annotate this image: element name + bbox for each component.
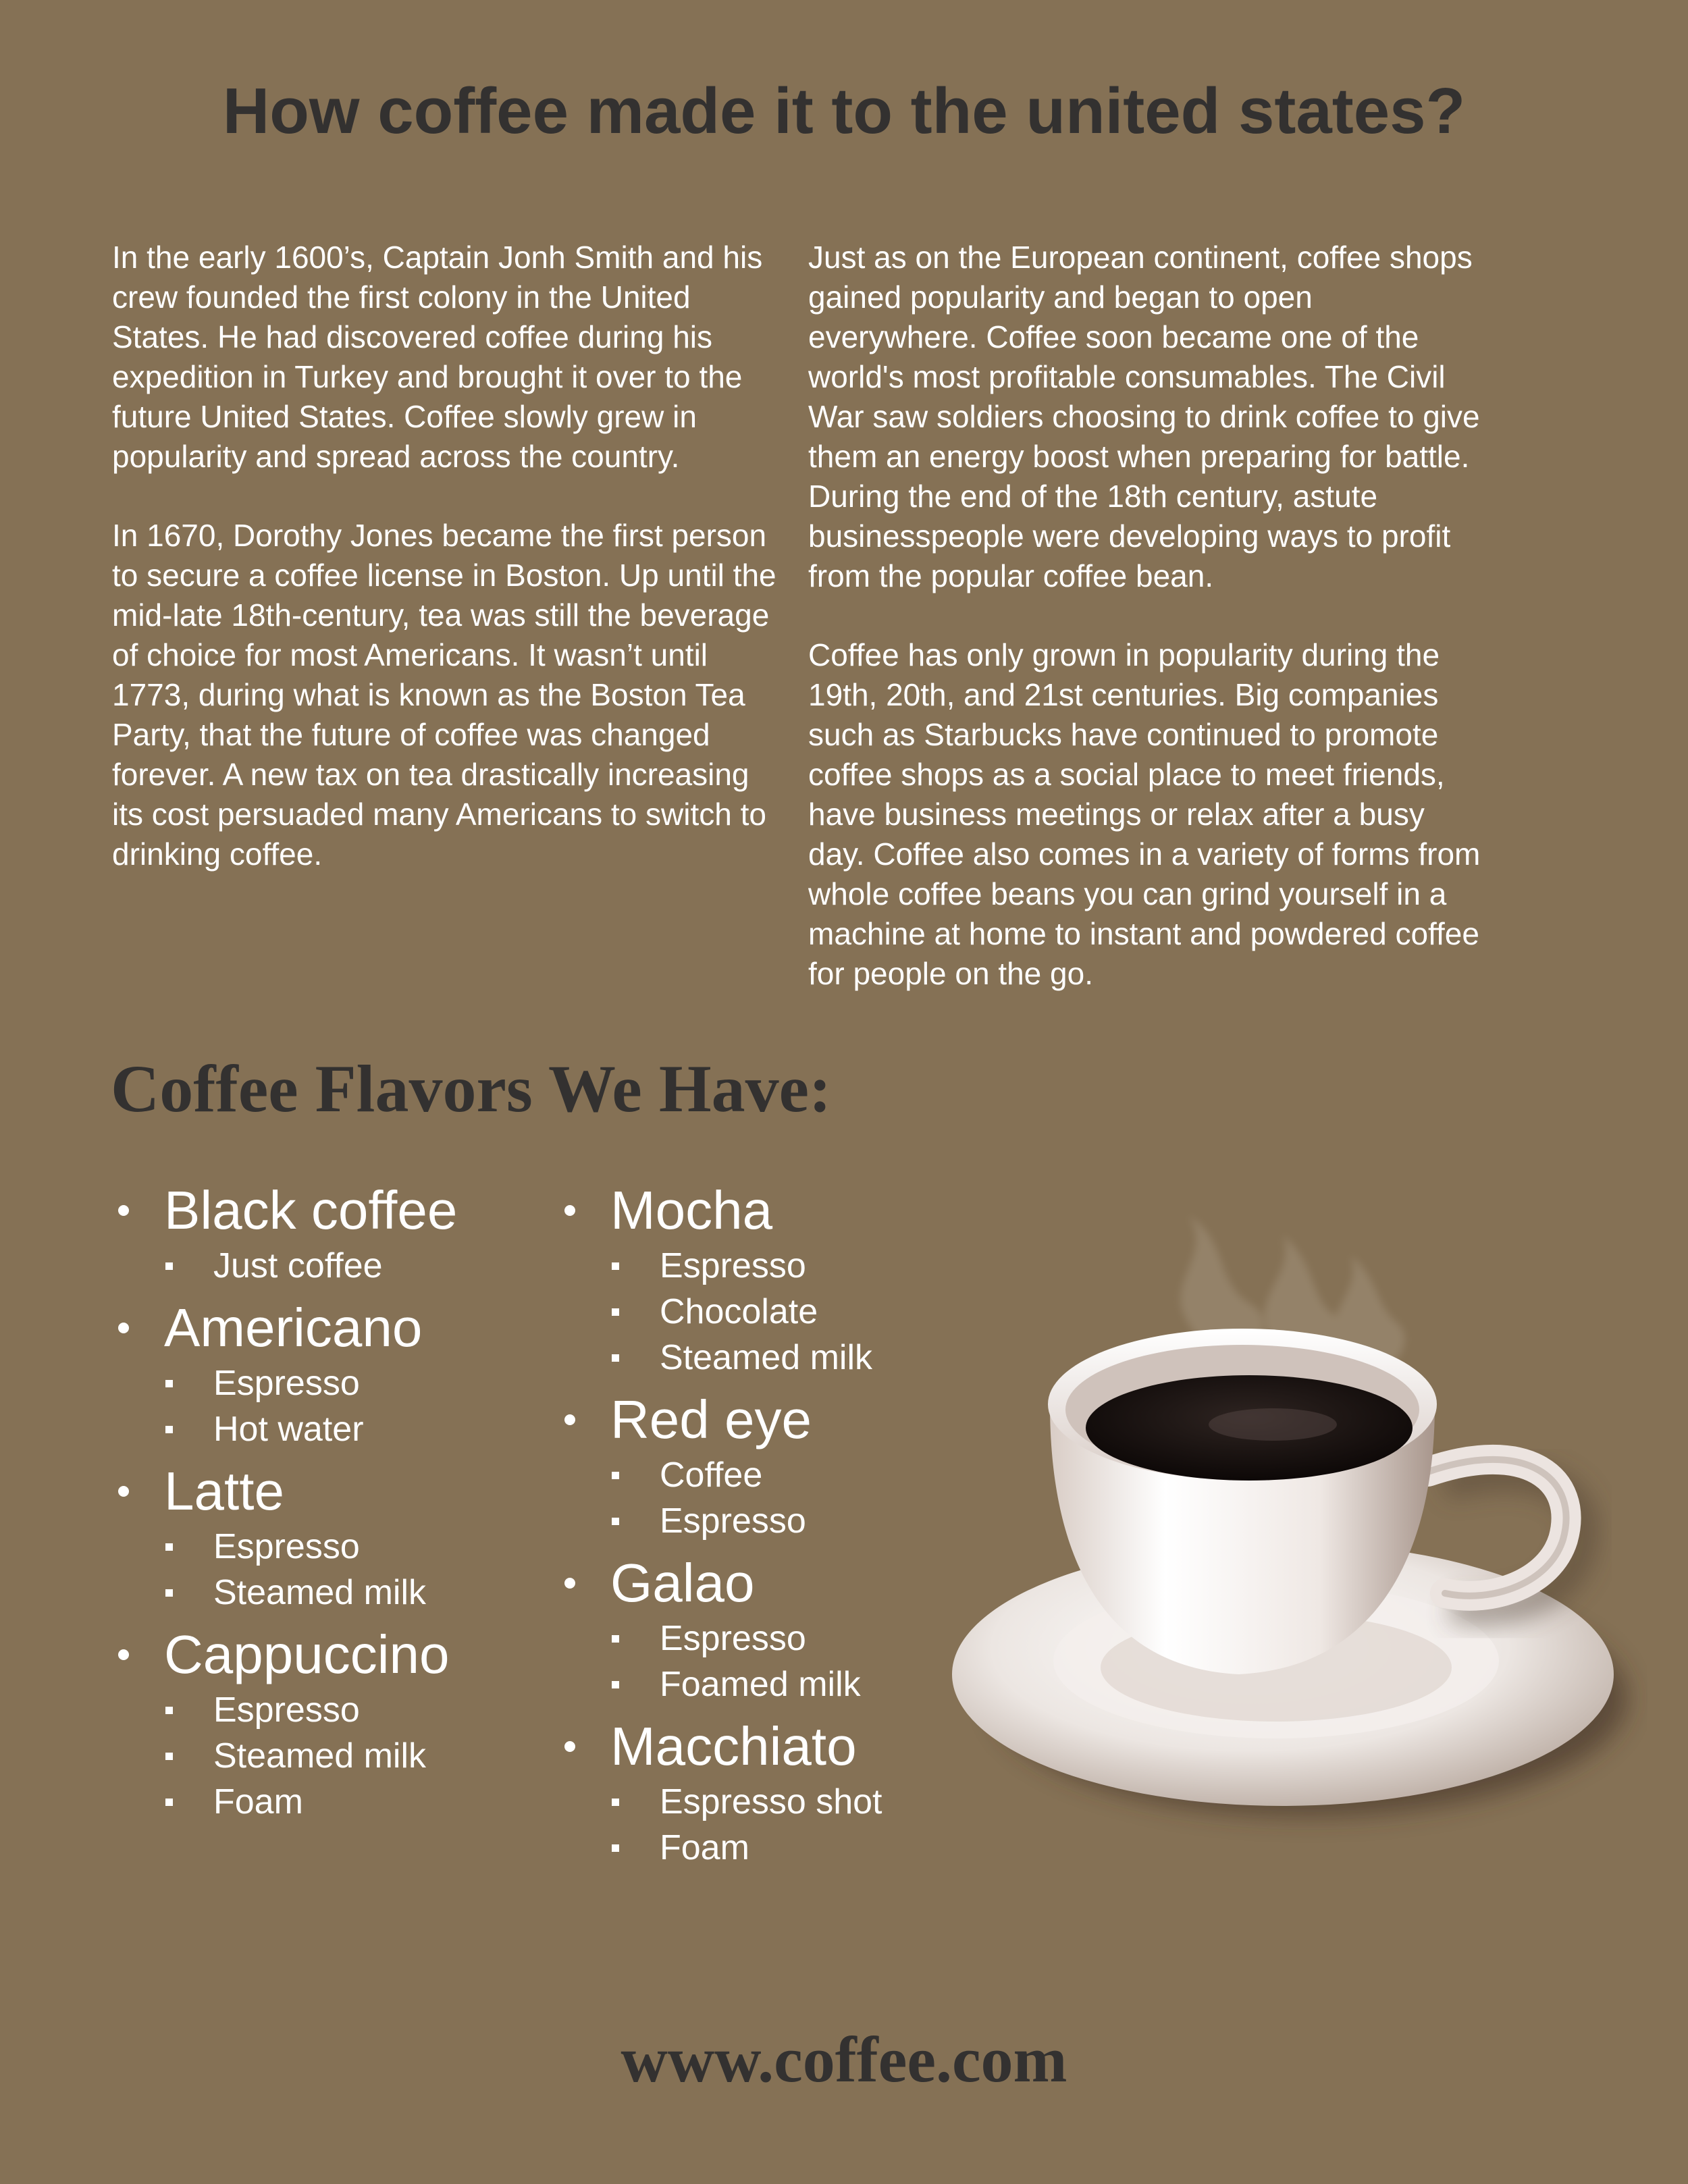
ingredient-text: Chocolate bbox=[660, 1292, 818, 1331]
ingredient-text: Coffee bbox=[660, 1456, 763, 1495]
ingredient-list bbox=[111, 1524, 457, 1616]
flavor-name bbox=[558, 1551, 882, 1616]
bullet-dot-icon bbox=[564, 1414, 575, 1425]
ingredient-list bbox=[111, 1243, 457, 1289]
ingredient-text: Espresso bbox=[213, 1527, 360, 1566]
coffee-cup-icon bbox=[932, 1202, 1647, 1877]
flavor-name-text: Americano bbox=[164, 1298, 423, 1358]
flavor-item bbox=[558, 1178, 882, 1381]
ingredient-text: Espresso bbox=[660, 1619, 806, 1658]
ingredient-text: Foam bbox=[660, 1828, 749, 1867]
bullet-dot-icon bbox=[118, 1205, 129, 1216]
ingredient-list bbox=[558, 1779, 882, 1871]
ingredient-text: Foam bbox=[213, 1782, 303, 1821]
bullet-square-icon bbox=[612, 1844, 619, 1852]
bullet-square-icon bbox=[612, 1262, 619, 1270]
flavor-item bbox=[111, 1459, 457, 1616]
article-paragraph: In 1670, Dorothy Jones became the first person to secure a coffee license in Boston. Up until the mid-late 18th-century, tea was still the beverage of choice for most Americans. It wasn’t until 1773, during what is known as the Boston Tea Party, that the future of coffee was changed forever. A new tax on tea drastically increasing its cost persuaded many Americans to switch to drinking coffee. bbox=[112, 518, 776, 872]
bullet-dot-icon bbox=[118, 1486, 129, 1497]
article-paragraph: Coffee has only grown in popularity during the 19th, 20th, and 21st centuries. Big companies such as Starbucks have continued to promote coffee shops as a social place to meet friends, have business meetings or relax after a busy day. Coffee also comes in a variety of forms from whole coffee beans you can grind yourself in a machine at home to instant and powdered coffee for people on the go. bbox=[808, 637, 1481, 991]
page-title: How coffee made it to the united states? bbox=[222, 75, 1466, 147]
flavor-name-text: Macchiato bbox=[610, 1716, 857, 1776]
bullet-square-icon bbox=[165, 1543, 173, 1551]
bullet-square-icon bbox=[165, 1380, 173, 1387]
bullet-square-icon bbox=[612, 1518, 619, 1525]
article-left-column bbox=[112, 238, 787, 913]
flavor-name-text: Mocha bbox=[610, 1180, 773, 1240]
ingredient-list bbox=[558, 1616, 882, 1707]
flavor-name bbox=[558, 1387, 882, 1452]
flavor-name bbox=[111, 1459, 457, 1524]
flavor-item bbox=[558, 1551, 882, 1707]
flavor-name-text: Red eye bbox=[610, 1389, 812, 1449]
ingredient-text: Foamed milk bbox=[660, 1665, 861, 1704]
bullet-square-icon bbox=[165, 1753, 173, 1760]
flavor-name-text: Black coffee bbox=[164, 1180, 458, 1240]
bullet-square-icon bbox=[612, 1354, 619, 1362]
article-paragraph: In the early 1600’s, Captain Jonh Smith and his crew founded the first colony in the United States. He had discovered coffee during his expedition in Turkey and brought it over to the future United States. Coffee slowly grew in popularity and spread across the country. bbox=[112, 240, 763, 474]
bullet-square-icon bbox=[165, 1426, 173, 1433]
ingredient-item bbox=[558, 1243, 882, 1289]
flavor-item bbox=[111, 1178, 457, 1289]
bullet-square-icon bbox=[165, 1707, 173, 1714]
ingredient-text: Steamed milk bbox=[213, 1573, 426, 1612]
flavor-name bbox=[111, 1178, 457, 1243]
bullet-square-icon bbox=[165, 1589, 173, 1597]
bullet-dot-icon bbox=[564, 1205, 575, 1216]
bullet-square-icon bbox=[165, 1799, 173, 1806]
bullet-dot-icon bbox=[118, 1323, 129, 1333]
ingredient-item bbox=[111, 1360, 457, 1406]
flavor-name-text: Galao bbox=[610, 1553, 755, 1613]
flavors-heading: Coffee Flavors We Have: bbox=[111, 1051, 832, 1126]
ingredient-item bbox=[558, 1452, 882, 1498]
ingredient-text: Just coffee bbox=[213, 1246, 383, 1285]
ingredient-list bbox=[558, 1452, 882, 1544]
bullet-square-icon bbox=[612, 1681, 619, 1688]
flavor-name bbox=[558, 1178, 882, 1243]
ingredient-item bbox=[558, 1825, 882, 1871]
ingredient-item bbox=[111, 1779, 457, 1825]
article-paragraph: Just as on the European continent, coffee shops gained popularity and began to open everywhere. Coffee soon became one of the world's most profitable consumables. The Civil War saw soldiers choosing to drink coffee to give them an energy boost when preparing for battle. During the end of the 18th century, astute businesspeople were developing ways to profit from the popular coffee bean. bbox=[808, 240, 1480, 593]
flavor-list-column-1 bbox=[111, 1178, 457, 1832]
website-url: www.coffee.com bbox=[621, 2023, 1067, 2096]
ingredient-text: Espresso bbox=[213, 1364, 360, 1403]
flavor-item bbox=[558, 1714, 882, 1871]
ingredient-item bbox=[111, 1524, 457, 1570]
ingredient-text: Hot water bbox=[213, 1410, 364, 1449]
ingredient-item bbox=[558, 1616, 882, 1661]
ingredient-text: Steamed milk bbox=[213, 1736, 426, 1776]
ingredient-item bbox=[558, 1498, 882, 1544]
ingredient-item bbox=[558, 1779, 882, 1825]
ingredient-item bbox=[558, 1289, 882, 1335]
coffee-cup-image bbox=[932, 1202, 1647, 1877]
bullet-dot-icon bbox=[564, 1578, 575, 1589]
ingredient-text: Espresso bbox=[213, 1690, 360, 1730]
ingredient-text: Espresso shot bbox=[660, 1782, 882, 1821]
flavor-name bbox=[111, 1296, 457, 1360]
flavor-item bbox=[111, 1622, 457, 1825]
flavor-item bbox=[111, 1296, 457, 1452]
flavor-list-column-2 bbox=[558, 1178, 882, 1877]
flavor-name-text: Cappuccino bbox=[164, 1624, 450, 1684]
ingredient-item bbox=[558, 1335, 882, 1381]
bullet-dot-icon bbox=[118, 1649, 129, 1660]
flavor-name bbox=[111, 1622, 457, 1687]
ingredient-text: Steamed milk bbox=[660, 1338, 872, 1377]
ingredient-item bbox=[111, 1243, 457, 1289]
bullet-square-icon bbox=[612, 1635, 619, 1643]
flavor-name bbox=[558, 1714, 882, 1779]
bullet-square-icon bbox=[612, 1799, 619, 1806]
ingredient-list bbox=[111, 1687, 457, 1825]
bullet-square-icon bbox=[165, 1262, 173, 1270]
ingredient-list bbox=[558, 1243, 882, 1381]
ingredient-list bbox=[111, 1360, 457, 1452]
bullet-square-icon bbox=[612, 1472, 619, 1479]
flavor-name-text: Latte bbox=[164, 1461, 284, 1521]
flavor-item bbox=[558, 1387, 882, 1544]
ingredient-item bbox=[111, 1406, 457, 1452]
ingredient-item bbox=[558, 1661, 882, 1707]
article-right-column bbox=[808, 238, 1483, 1033]
bullet-square-icon bbox=[612, 1308, 619, 1316]
bullet-dot-icon bbox=[564, 1741, 575, 1752]
ingredient-text: Espresso bbox=[660, 1501, 806, 1541]
ingredient-item bbox=[111, 1687, 457, 1733]
ingredient-item bbox=[111, 1570, 457, 1616]
ingredient-item bbox=[111, 1733, 457, 1779]
ingredient-text: Espresso bbox=[660, 1246, 806, 1285]
